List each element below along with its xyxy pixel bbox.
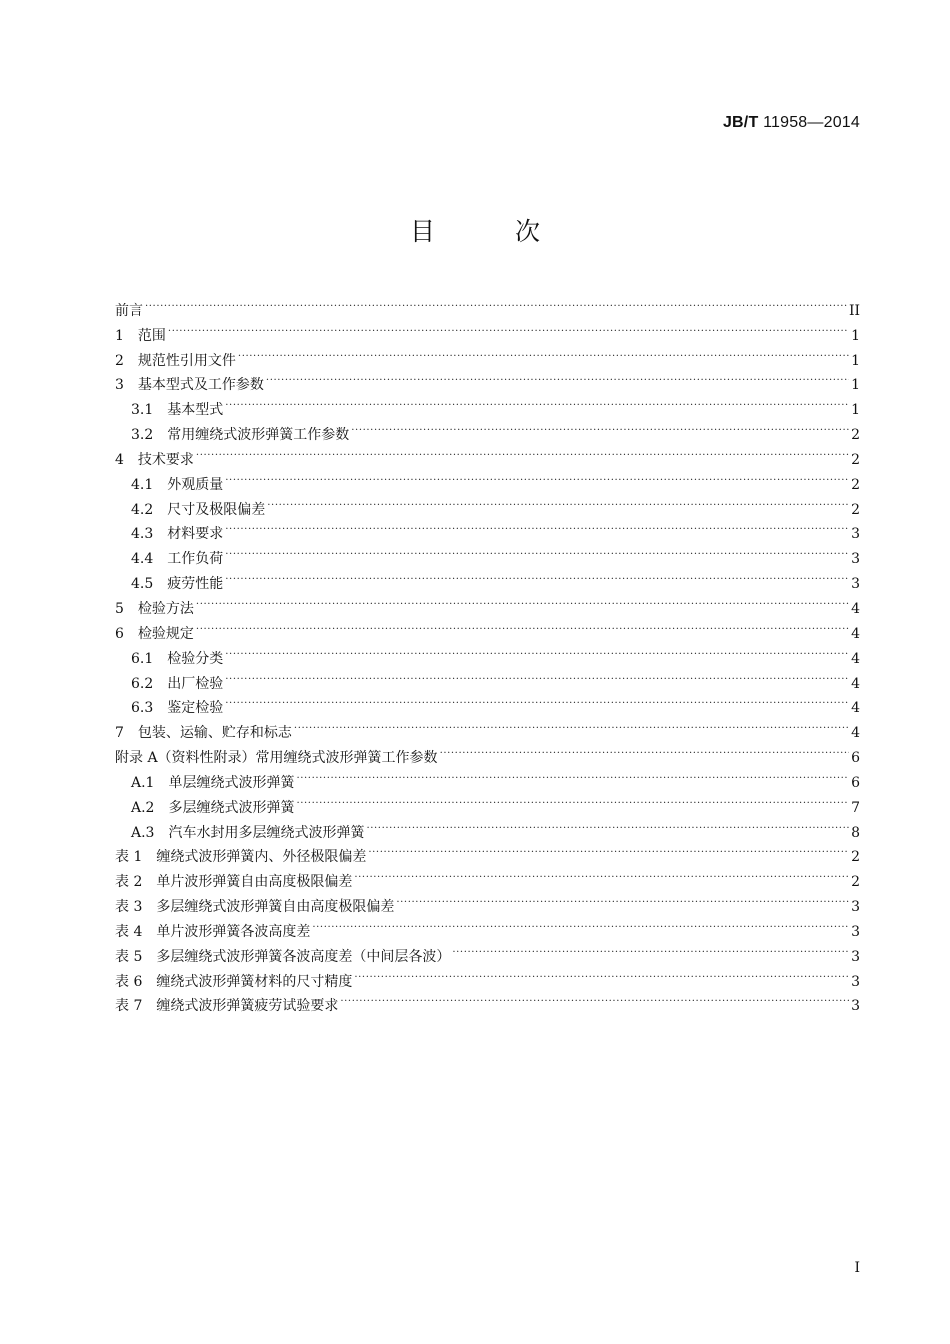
toc-entry-text: 尺寸及极限偏差 — [167, 501, 266, 518]
toc-entry-text: 材料要求 — [167, 526, 224, 543]
toc-entry-number: 6 — [115, 625, 124, 642]
toc-entry-label — [131, 398, 223, 423]
toc-entry-page: 3 — [851, 948, 860, 965]
toc-entry-page: 7 — [851, 799, 860, 816]
toc-entry-number: 3.2 — [131, 427, 154, 444]
page-number: I — [854, 1260, 860, 1276]
toc-entry[interactable] — [115, 688, 860, 717]
toc-entry-label — [115, 970, 352, 995]
toc-entry-text: 基本型式 — [167, 402, 224, 419]
toc-entry-label — [115, 721, 292, 746]
toc-entry-text: 技术要求 — [137, 451, 194, 468]
dot-leader — [351, 414, 849, 439]
toc-entry-page: 2 — [851, 874, 860, 891]
toc-entry-label — [115, 597, 194, 622]
toc-entry-number: 表 7 — [115, 998, 143, 1015]
standard-code — [723, 114, 860, 132]
toc-entry-page: II — [848, 302, 860, 319]
dot-leader — [225, 563, 849, 588]
toc-entry-label — [115, 920, 310, 945]
dot-leader — [196, 588, 849, 613]
dot-leader — [396, 886, 849, 911]
toc-entry[interactable] — [115, 514, 860, 543]
toc-entry[interactable] — [115, 414, 860, 444]
toc-entry-number: 表 2 — [115, 874, 143, 891]
toc-entry-label — [115, 349, 236, 374]
toc-entry[interactable] — [115, 538, 860, 568]
dot-leader — [168, 315, 849, 340]
toc-entry-label — [115, 994, 338, 1019]
toc-entry-text: 检验规定 — [137, 625, 194, 642]
toc-entry-page: 1 — [851, 377, 860, 394]
toc-entry-text: 汽车水封用多层缠绕式波形弹簧 — [168, 824, 365, 841]
dot-leader — [296, 762, 849, 787]
toc-entry-page: 3 — [851, 899, 860, 916]
toc-entry[interactable] — [115, 290, 860, 319]
toc-entry-number: 表 1 — [115, 849, 143, 866]
toc-entry-number: 3 — [115, 377, 124, 394]
toc-entry-label — [115, 299, 143, 324]
toc-entry[interactable] — [115, 588, 860, 617]
toc-entry[interactable] — [115, 613, 860, 642]
toc-entry-page: 3 — [851, 526, 860, 543]
toc-entry-number: 4.4 — [131, 551, 154, 568]
toc-entry-number: 6.3 — [131, 700, 154, 717]
dot-leader — [196, 439, 849, 464]
toc-entry-number: 3.1 — [131, 402, 154, 419]
toc-entry[interactable] — [115, 638, 860, 667]
toc-entry-number: A.1 — [131, 774, 155, 791]
dot-leader — [267, 489, 849, 514]
toc-entry-label — [131, 547, 223, 572]
toc-entry-number: 表 6 — [115, 973, 143, 990]
toc-entry-label — [131, 821, 364, 846]
toc-entry-number: A.2 — [131, 799, 155, 816]
toc-entry-text: 检验方法 — [137, 600, 194, 617]
toc-entry[interactable] — [115, 340, 860, 369]
dot-leader — [296, 787, 849, 812]
toc-entry-page: 6 — [851, 750, 860, 767]
toc-entry-text: 基本型式及工作参数 — [137, 377, 264, 394]
toc-entry-number: 4.1 — [131, 476, 154, 493]
toc-entry-text: 附录 A（资料性附录）常用缠绕式波形弹簧工作参数 — [115, 750, 438, 767]
toc-entry-label — [115, 324, 166, 349]
toc-entry-page: 3 — [851, 998, 860, 1015]
dot-leader — [225, 464, 849, 489]
toc-entry[interactable] — [115, 389, 860, 419]
dot-leader — [225, 514, 849, 539]
dot-leader — [452, 936, 849, 961]
dot-leader — [368, 837, 849, 862]
toc-entry-text: 检验分类 — [167, 650, 224, 667]
toc-entry-text: 范围 — [137, 327, 166, 344]
dot-leader — [354, 961, 849, 986]
toc-entry-label — [115, 622, 194, 647]
toc-entry-label — [131, 647, 223, 672]
toc-entry-page: 4 — [851, 600, 860, 617]
toc-entry-page: 3 — [851, 923, 860, 940]
toc-entry-page: 2 — [851, 476, 860, 493]
dot-leader — [366, 812, 849, 837]
toc-entry-text: 多层缠绕式波形弹簧各波高度差（中间层各波） — [156, 948, 451, 965]
toc-entry-page: 1 — [851, 402, 860, 419]
toc-entry[interactable] — [115, 315, 860, 344]
toc-entry[interactable] — [115, 464, 860, 493]
toc-entry-page: 4 — [851, 675, 860, 692]
dot-leader — [312, 911, 849, 936]
toc-entry-page: 3 — [851, 973, 860, 990]
toc-entry-page: 2 — [851, 849, 860, 866]
toc-entry-text: 外观质量 — [167, 476, 224, 493]
toc-entry-text: 单片波形弹簧各波高度差 — [156, 923, 311, 940]
toc-entry-text: 缠绕式波形弹簧内、外径极限偏差 — [156, 849, 367, 866]
dot-leader — [440, 737, 850, 762]
toc-entry-label — [131, 771, 294, 796]
toc-entry-text: 包装、运输、贮存和标志 — [137, 725, 292, 742]
toc-entry[interactable] — [115, 663, 860, 692]
toc-entry-text: 单片波形弹簧自由高度极限偏差 — [156, 874, 353, 891]
dot-leader — [225, 389, 849, 414]
toc-entry-text: 疲劳性能 — [167, 576, 224, 593]
toc-entry-text: 单层缠绕式波形弹簧 — [168, 774, 295, 791]
standard-prefix: JB/T — [722, 114, 759, 131]
toc-entry[interactable] — [115, 489, 860, 518]
dot-leader — [340, 986, 849, 1011]
toc-entry-number: A.3 — [131, 824, 155, 841]
toc-entry-text: 规范性引用文件 — [137, 352, 236, 369]
dot-leader — [225, 663, 849, 688]
toc-entry[interactable] — [115, 563, 860, 593]
toc-entry-label — [131, 522, 223, 547]
toc-entry-number: 7 — [115, 725, 124, 742]
table-of-contents — [115, 290, 860, 1015]
toc-entry-page: 4 — [851, 625, 860, 642]
toc-entry-text: 常用缠绕式波形弹簧工作参数 — [167, 427, 350, 444]
toc-entry-text: 出厂检验 — [167, 675, 224, 692]
toc-entry[interactable] — [115, 439, 860, 468]
dot-leader — [196, 613, 849, 638]
toc-entry-number: 4.2 — [131, 501, 154, 518]
toc-entry-page: 4 — [851, 700, 860, 717]
toc-entry-number: 表 3 — [115, 899, 143, 916]
dot-leader — [266, 365, 849, 390]
toc-entry-number: 1 — [115, 327, 124, 344]
toc-entry-text: 缠绕式波形弹簧材料的尺寸精度 — [156, 973, 353, 990]
toc-entry[interactable] — [115, 712, 860, 742]
toc-entry-text: 鉴定检验 — [167, 700, 224, 717]
toc-entry-text: 多层缠绕式波形弹簧 — [168, 799, 295, 816]
toc-entry-number: 表 4 — [115, 923, 143, 940]
toc-entry-text: 前言 — [115, 302, 143, 319]
dot-leader — [238, 340, 849, 365]
toc-entry-page: 3 — [851, 576, 860, 593]
toc-entry-page: 1 — [851, 352, 860, 369]
dot-leader — [225, 688, 849, 713]
dot-leader — [145, 290, 847, 315]
toc-entry-number: 6.1 — [131, 650, 154, 667]
toc-entry-page: 4 — [851, 725, 860, 742]
toc-entry-number: 4.3 — [131, 526, 154, 543]
toc-entry-label — [131, 696, 223, 721]
toc-entry-text: 缠绕式波形弹簧疲劳试验要求 — [156, 998, 339, 1015]
dot-leader — [225, 638, 849, 663]
toc-entry-text: 多层缠绕式波形弹簧自由高度极限偏差 — [156, 899, 395, 916]
toc-entry-number: 表 5 — [115, 948, 143, 965]
toc-entry-text: 工作负荷 — [167, 551, 224, 568]
toc-entry-page: 6 — [851, 774, 860, 791]
toc-entry-page: 3 — [851, 551, 860, 568]
toc-entry-page: 2 — [851, 427, 860, 444]
toc-entry-label — [115, 448, 194, 473]
toc-entry-number: 6.2 — [131, 675, 154, 692]
toc-entry-page: 2 — [851, 501, 860, 518]
toc-entry-page: 8 — [851, 824, 860, 841]
toc-entry-number: 5 — [115, 600, 124, 617]
toc-entry-label — [115, 845, 366, 870]
toc-entry-number: 4 — [115, 451, 124, 468]
toc-entry-label — [115, 870, 352, 895]
toc-entry-page: 1 — [851, 327, 860, 344]
toc-entry-number: 4.5 — [131, 576, 154, 593]
standard-number: 11958—2014 — [763, 114, 860, 131]
toc-entry-label — [131, 672, 223, 697]
toc-title: 目 次 — [410, 217, 576, 246]
dot-leader — [354, 861, 849, 886]
toc-entry-number: 2 — [115, 352, 124, 369]
toc-entry-label — [131, 796, 294, 821]
toc-entry-page: 2 — [851, 451, 860, 468]
dot-leader — [225, 538, 849, 563]
toc-entry-page: 4 — [851, 650, 860, 667]
dot-leader — [294, 712, 849, 737]
toc-entry-label — [131, 473, 223, 498]
